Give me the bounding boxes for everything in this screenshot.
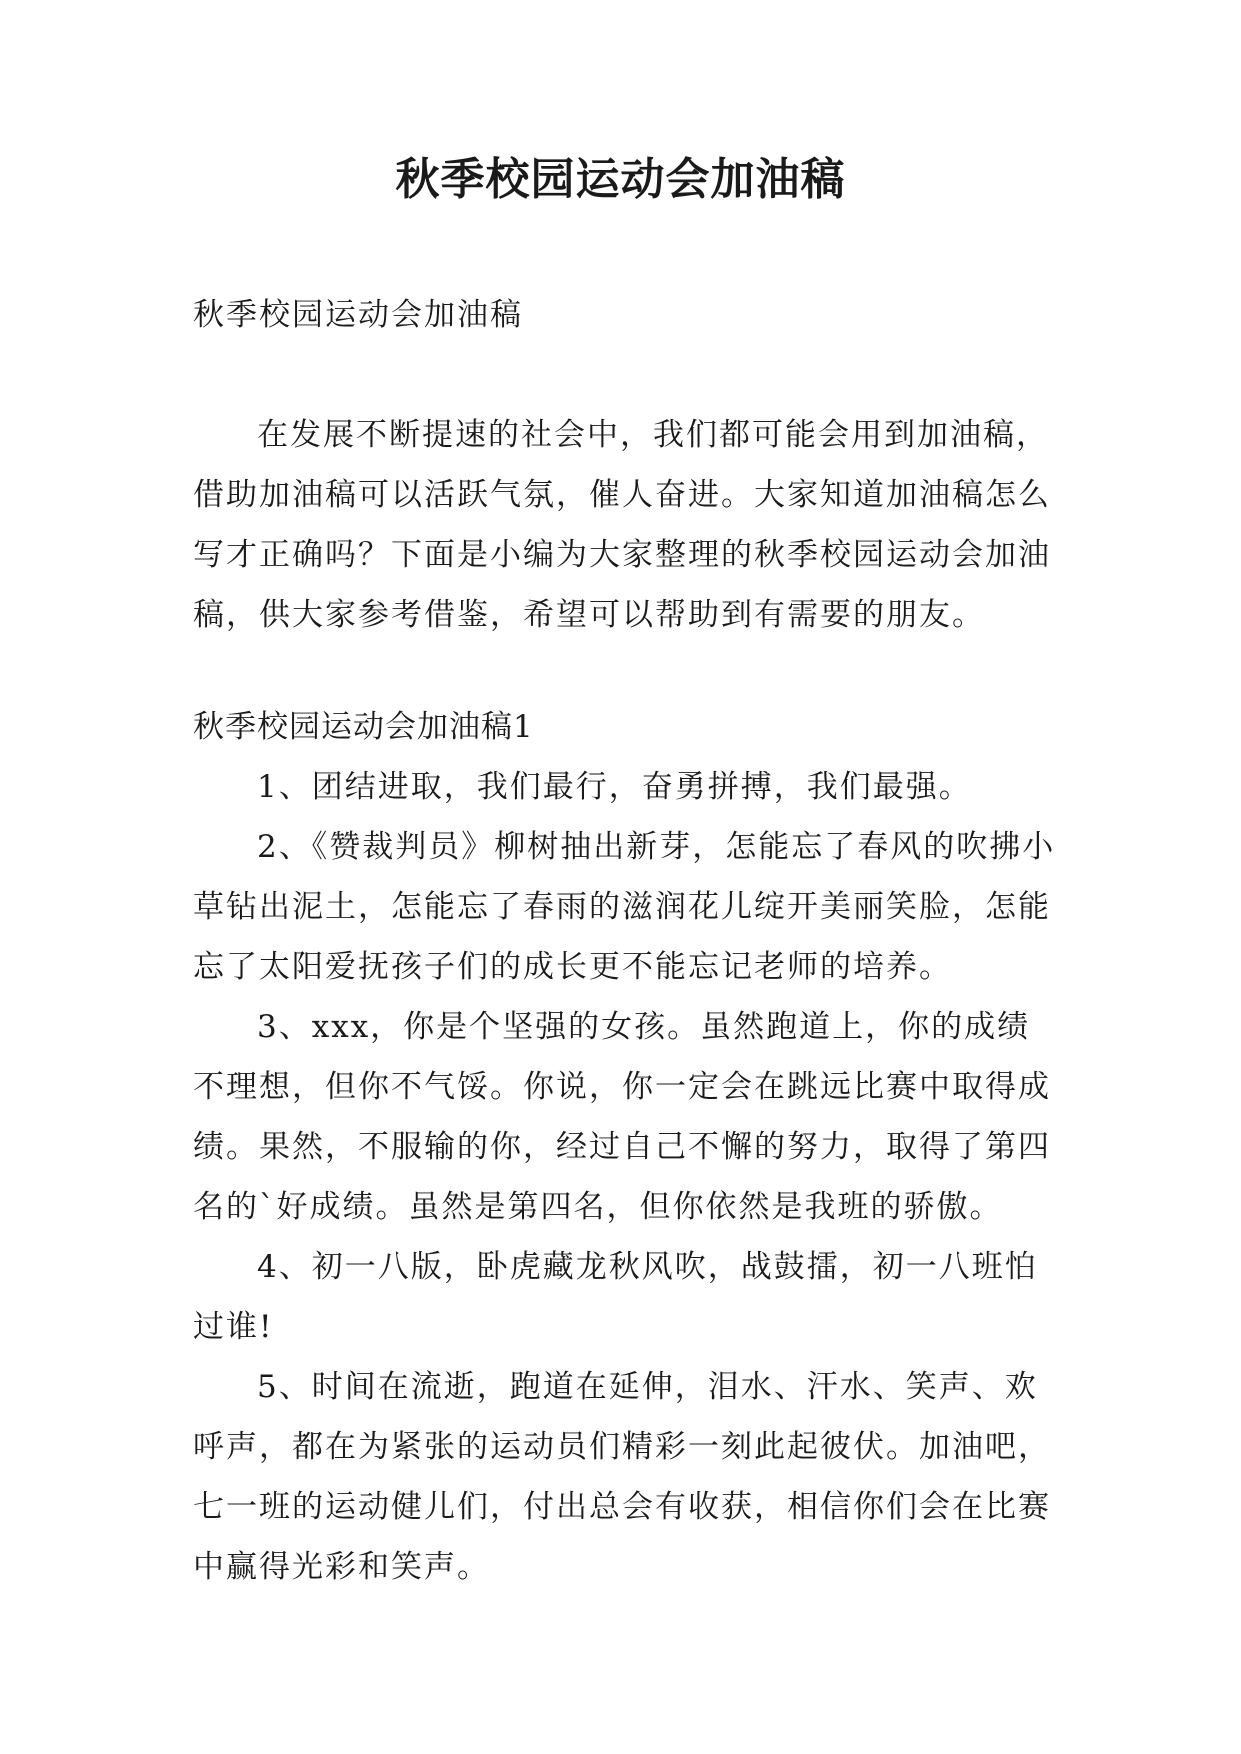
list-item-1: 1、团结进取，我们最行，奋勇拼搏，我们最强。: [257, 769, 972, 805]
intro-paragraph: 在发展不断提速的社会中，我们都可能会用到加油稿，借助加油稿可以活跃气氛，催人奋进。大家知道加油稿怎么写才正确吗？下面是小编为大家整理的秋季校园运动会加油稿，供大家参考借鉴，希望可以帮助到有需要的朋友。: [193, 417, 1051, 633]
page-title: 秋季校园运动会加油稿: [395, 154, 846, 205]
section-heading: 秋季校园运动会加油稿1: [193, 709, 534, 745]
list-item-4: 4、初一八版，卧虎藏龙秋风吹，战鼓擂，初一八班怕过谁!: [193, 1249, 1038, 1345]
document-body: [193, 285, 1063, 1597]
document-subtitle: 秋季校园运动会加油稿: [193, 297, 523, 333]
list-item-3: 3、xxx，你是个坚强的女孩。虽然跑道上，你的成绩不理想，但你不气馁。你说，你一定会在跳远比赛中取得成绩。果然，不服输的你，经过自己不懈的努力，取得了第四名的`好成绩。虽然是第四名，但你依然是我班的骄傲。: [193, 1009, 1051, 1225]
list-item-5: 5、时间在流逝，跑道在延伸，泪水、汗水、笑声、欢呼声，都在为紧张的运动员们精彩一刻此起彼伏。加油吧，七一班的运动健儿们，付出总会有收获，相信你们会在比赛中赢得光彩和笑声。: [193, 1369, 1051, 1585]
list-item-2: 2、《赞裁判员》柳树抽出新芽，怎能忘了春风的吹拂小草钻出泥土，怎能忘了春雨的滋润花儿绽开美丽笑脸，怎能忘了太阳爱抚孩子们的成长更不能忘记老师的培养。: [193, 829, 1056, 985]
